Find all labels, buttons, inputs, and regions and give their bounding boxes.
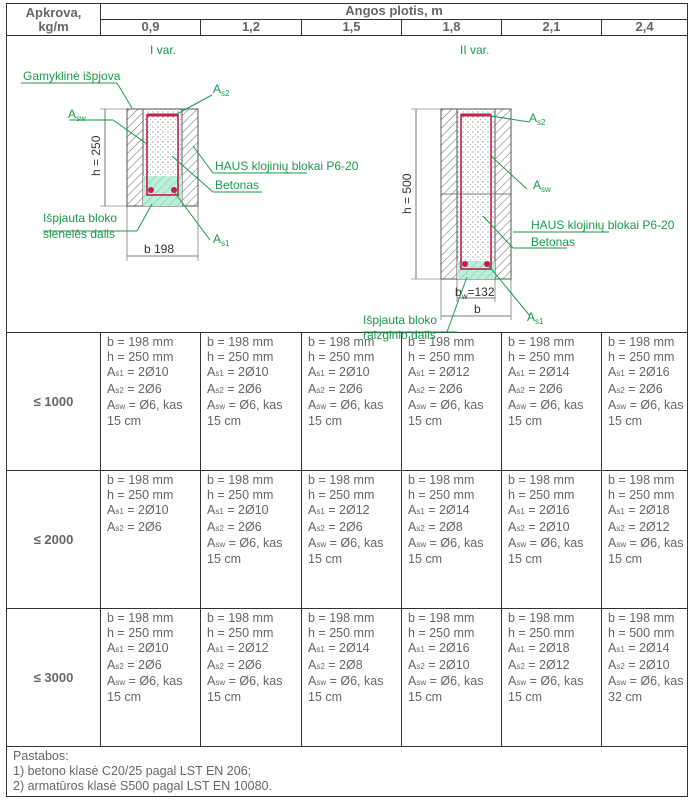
spec-cell: b = 198 mm h = 250 mm As1 = 2Ø10 As2 = 2Ø6 [101,471,201,609]
var1-as2-label: $A_{s2}$ [213,82,230,98]
spec-cell: b = 198 mm h = 250 mm As1 = 2Ø18 As2 = 2Ø12 Asw = Ø6, kas 15 cm [502,609,602,747]
spec-cell: b = 198 mm h = 250 mm As1 = 2Ø18 As2 = 2Ø12 Asw = Ø6, kas 15 cm [602,471,688,609]
spec-cell: b = 198 mm h = 250 mm As1 = 2Ø10 As2 = 2Ø6 Asw = Ø6, kas 15 cm [201,333,302,471]
spec-cell: b = 198 mm h = 250 mm As1 = 2Ø12 As2 = 2Ø6 Asw = Ø6, kas 15 cm [302,471,402,609]
var1-right-wall [182,109,198,206]
var1-asw-label: $A_{sw}$ [68,107,86,123]
var1-cut-label-2: sienelės dalis [43,227,116,241]
var1-cut-label-1: Išpjauta bloko [43,211,118,225]
spec-cell: b = 198 mm h = 250 mm As1 = 2Ø12 As2 = 2Ø6 Asw = Ø6, kas 15 cm [201,609,302,747]
width-col-5: 2,1 [502,20,602,36]
var1-dim-b-text: b 198 [144,242,175,256]
var1-as1-label: $A_{s1}$ [213,232,230,248]
table-row [7,471,688,609]
load-value: ≤ 2000 [7,471,101,609]
var2-cut-label-2: raizginio dalis [363,328,436,342]
spec-cell: b = 198 mm h = 250 mm As1 = 2Ø16 As2 = 2Ø10 Asw = Ø6, kas 15 cm [402,609,502,747]
var2-blocks-label: HAUS klojinių blokai P6-20 [531,218,675,232]
var2-title: II var. [460,43,490,57]
spec-cell: b = 198 mm h = 250 mm As1 = 2Ø16 As2 = 2Ø6 Asw = Ø6, kas 15 cm [602,333,688,471]
section-drawing [7,36,687,342]
spec-cell: b = 198 mm h = 500 mm As1 = 2Ø14 As2 = 2Ø10 Asw = Ø6, kas 32 cm [602,609,688,747]
var2-bottom-bar-1 [462,261,468,267]
load-value: ≤ 3000 [7,609,101,747]
width-col-1: 0,9 [101,20,201,36]
var1-blocks-label: HAUS klojinių blokai P6-20 [215,159,359,173]
width-header: Angos plotis, m [101,4,688,20]
var1-factory-groove-label: Gamyklinė išpjova [23,69,121,83]
figure-cell [7,36,688,342]
notes-section [7,747,688,797]
var2-dim-bw-text: $b_w=132$ [455,285,495,301]
spec-cell: b = 198 mm h = 250 mm As1 = 2Ø14 As2 = 2Ø6 Asw = Ø6, kas 15 cm [502,333,602,471]
var1-dim-h-text: h = 250 [89,135,103,176]
spec-cell: b = 198 mm h = 250 mm As1 = 2Ø14 As2 = 2Ø8 Asw = Ø6, kas 15 cm [402,471,502,609]
load-header-label: Apkrova, [25,4,82,20]
width-col-4: 1,8 [402,20,502,36]
spec-cell: b = 198 mm h = 250 mm As1 = 2Ø12 As2 = 2Ø6 Asw = Ø6, kas 15 cm [402,333,502,471]
note-2: 2) armatūros klasė S500 pagal LST EN 10080. [13,779,272,793]
load-header-unit: kg/m [38,18,69,34]
width-col-3: 1,5 [302,20,402,36]
table-row [7,333,688,471]
var1-concrete-label: Betonas [215,178,260,192]
var2-cut-label-1: Išpjauta bloko [363,313,438,327]
var2-asw-label: $A_{sw}$ [533,178,551,194]
spec-cell: b = 198 mm h = 250 mm As1 = 2Ø10 As2 = 2Ø6 Asw = Ø6, kas 15 cm [201,471,302,609]
var1-left-wall [127,109,143,206]
var2-dim-b-text: b [474,302,481,316]
load-header [7,4,101,36]
var2-dim-h-text: h = 500 [400,173,414,214]
note-1: 1) betono klasė C20/25 pagal LST EN 206; [13,764,252,778]
var2-concrete-label: Betonas [531,235,576,249]
spec-cell: b = 198 mm h = 250 mm As1 = 2Ø16 As2 = 2Ø10 Asw = Ø6, kas 15 cm [502,471,602,609]
var2-as2-label: $A_{s2}$ [529,111,546,127]
width-col-2: 1,2 [201,20,302,36]
load-value: ≤ 1000 [7,333,101,471]
notes-title: Pastabos: [13,749,69,763]
spec-cell: b = 198 mm h = 250 mm As1 = 2Ø14 As2 = 2Ø8 Asw = Ø6, kas 15 cm [302,609,402,747]
width-col-6: 2,4 [602,20,688,36]
reinforcement-table-document [6,3,687,797]
spec-cell: b = 198 mm h = 250 mm As1 = 2Ø10 As2 = 2Ø6 Asw = Ø6, kas 15 cm [302,333,402,471]
spec-cell: b = 198 mm h = 250 mm As1 = 2Ø10 As2 = 2Ø6 Asw = Ø6, kas 15 cm [101,333,201,471]
var1-title: I var. [150,43,177,57]
spec-cell: b = 198 mm h = 250 mm As1 = 2Ø10 As2 = 2Ø6 Asw = Ø6, kas 15 cm [101,609,201,747]
table-row [7,609,688,747]
var1-bottom-bar-2 [171,187,177,193]
var1-bottom-bar-1 [148,187,154,193]
reinforcement-table [6,3,688,797]
var2-as1-label: $A_{s1}$ [527,310,544,326]
